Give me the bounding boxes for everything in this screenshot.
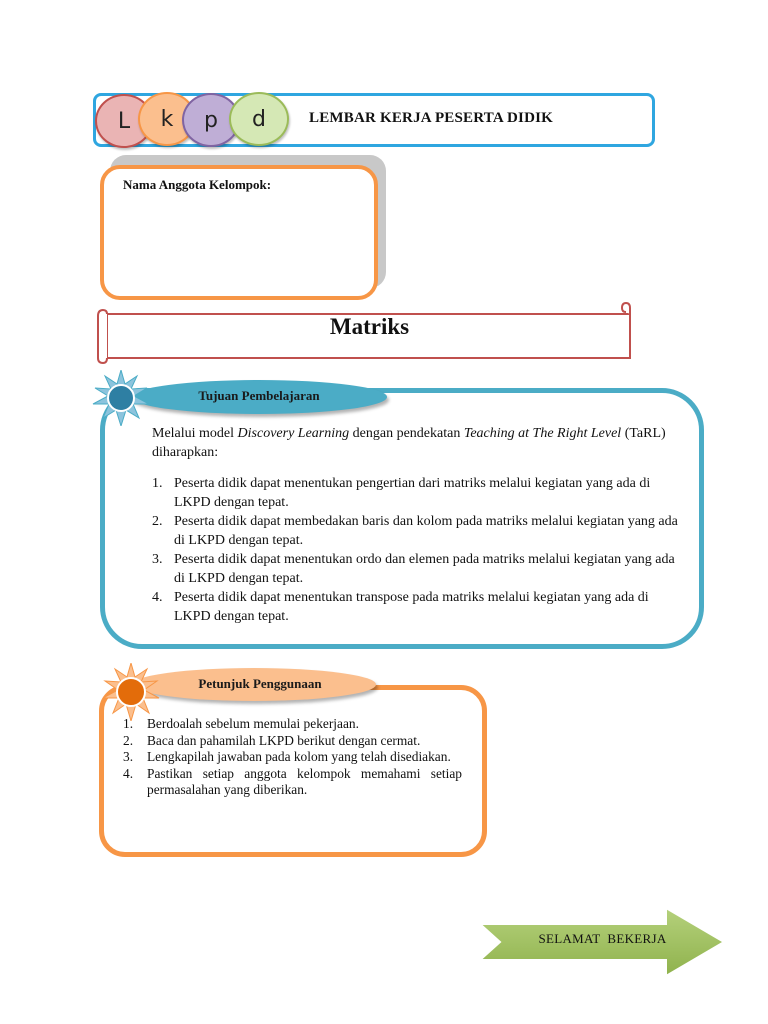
instructions-heading: Petunjuk Penggunaan [198, 676, 322, 691]
item-text: Peserta didik dapat menentukan pengertian dari matriks melalui kegiatan yang ada di LKPD dengan tepat. [174, 476, 651, 510]
item-number: 2. [152, 514, 163, 529]
sun-badge-icon [101, 663, 161, 721]
intro-text-3: (TaRL) diharapkan: [152, 426, 666, 460]
logo-letter-d: d [229, 92, 289, 146]
list-item [152, 474, 680, 512]
item-text: Berdoalah sebelum memulai pekerjaan. [147, 716, 359, 731]
list-item [152, 588, 680, 626]
list-item [123, 749, 462, 766]
member-label: Nama Anggota Kelompok: [123, 177, 272, 192]
item-number: 4. [123, 765, 134, 781]
list-item [123, 733, 462, 750]
item-text: Lengkapilah jawaban pada kolom yang telah disediakan. [147, 749, 451, 765]
intro-model: Discovery Learning [237, 426, 350, 441]
worksheet-title: LEMBAR KERJA PESERTA DIDIK [309, 110, 554, 126]
intro-approach: Teaching at The Right Level [463, 426, 622, 441]
intro-text-2: dengan pendekatan [349, 426, 464, 441]
logo-letter-p: p [182, 93, 240, 147]
item-text: Peserta didik dapat menentukan transpose pada matriks melalui kegiatan yang ada di LKPD dengan tepat. [174, 590, 649, 624]
item-number: 1. [123, 716, 134, 731]
list-item [152, 512, 680, 550]
item-number: 2. [123, 732, 134, 748]
list-item [123, 716, 462, 733]
closing-message: SELAMAT BEKERJA [538, 931, 667, 946]
item-number: 3. [123, 749, 134, 765]
instructions-list [123, 716, 462, 799]
item-text: Baca dan pahamilah LKPD berikut dengan cermat. [147, 732, 421, 748]
item-text: Peserta didik dapat membedakan baris dan kolom pada matriks melalui kegiatan yang ada di LKPD dengan tepat. [174, 514, 678, 548]
topic-title: Matriks [329, 314, 410, 339]
item-text: Peserta didik dapat menentukan ordo dan elemen pada matriks melalui kegiatan yang ada di LKPD dengan tepat. [174, 552, 675, 586]
objectives-heading: Tujuan Pembelajaran [198, 388, 320, 403]
objectives-list [152, 474, 680, 626]
objectives-intro [152, 424, 682, 462]
item-number: 3. [152, 552, 163, 567]
logo-letter-k: k [138, 92, 196, 146]
item-number: 1. [152, 476, 163, 491]
logo-letter-l: L [95, 94, 153, 148]
intro-text-1: Melalui model [152, 426, 238, 441]
list-item [123, 766, 462, 799]
item-number: 4. [152, 590, 163, 605]
list-item [152, 550, 680, 588]
item-text: Pastikan setiap anggota kelompok memahami setiap permasalahan yang diberikan. [147, 765, 462, 798]
